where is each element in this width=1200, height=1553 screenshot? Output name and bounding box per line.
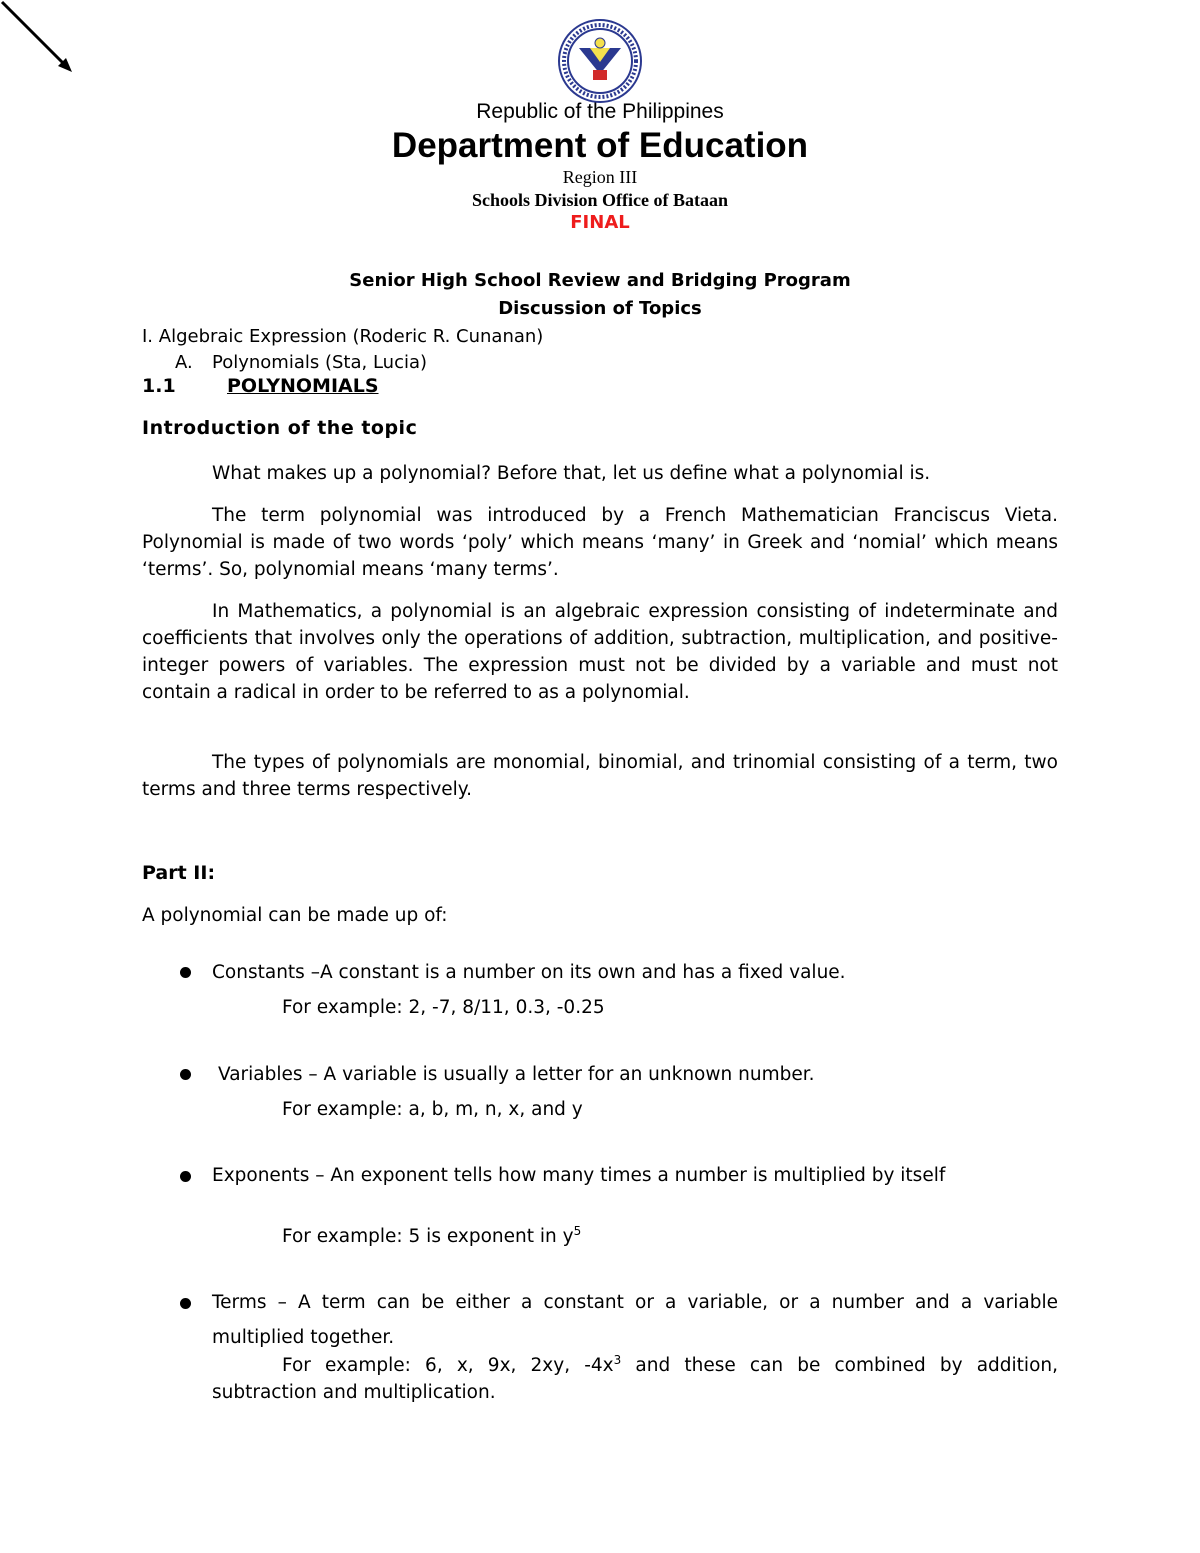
list-item-exponents: Exponents – An exponent tells how many times a number is multiplied by itself: [212, 1165, 946, 1186]
bullet-icon: [180, 967, 191, 978]
republic-line: Republic of the Philippines: [476, 100, 724, 123]
example-variables: For example: a, b, m, n, x, and y: [282, 1099, 583, 1120]
example-constants: For example: 2, -7, 8/11, 0.3, -0.25: [282, 997, 605, 1018]
example-tail: and these can be combined by addition, subtraction and multiplication.: [212, 1355, 1058, 1403]
bullet-icon: [180, 1298, 191, 1309]
division-line: Schools Division Office of Bataan: [471, 190, 728, 210]
example-terms: [212, 1352, 1058, 1406]
region-line: Region III: [562, 167, 638, 187]
deped-seal-icon: [557, 18, 643, 104]
bullet-icon: [180, 1069, 191, 1080]
part-heading: Part II:: [142, 862, 216, 884]
exponent-superscript: 3: [613, 1353, 622, 1367]
exponent-superscript: 5: [573, 1224, 582, 1238]
example-exponents: [282, 1226, 581, 1247]
outline-item-text: Polynomials (Sta, Lucia): [212, 352, 428, 373]
outline-item-algebraic-expression: I. Algebraic Expression (Roderic R. Cunanan): [142, 326, 544, 347]
list-item-terms: Terms – A term can be either a constant or a variable, or a number and a variable multiplied together.: [212, 1292, 1058, 1348]
example-text: For example: 6, x, 9x, 2xy, -4x: [282, 1355, 614, 1376]
arrow-cursor-icon: [0, 0, 80, 80]
intro-heading: Introduction of the topic: [142, 417, 418, 439]
section-title: POLYNOMIALS: [227, 375, 379, 397]
bullet-icon: [180, 1171, 191, 1182]
paragraph-2: The term polynomial was introduced by a French Mathematician Franciscus Vieta. Polynomial is made of two words ‘poly’ which means ‘many’ in Greek and ‘nomial’ which means ‘terms’. So, polynomial means ‘many terms’.: [142, 505, 1058, 580]
outline-item-number: A.: [175, 352, 193, 373]
paragraph-4: The types of polynomials are monomial, binomial, and trinomial consisting of a term, two terms and three terms respectively.: [142, 752, 1058, 800]
program-subtitle: Discussion of Topics: [498, 298, 702, 319]
list-item-constants: Constants –A constant is a number on its own and has a fixed value.: [212, 962, 846, 983]
section-number: 1.1: [142, 375, 176, 397]
example-text: For example: 5 is exponent in y: [282, 1226, 574, 1247]
part-lead: A polynomial can be made up of:: [142, 905, 448, 926]
paragraph-3: In Mathematics, a polynomial is an algebraic expression consisting of indeterminate and coefficients that involves only the operations of addition, subtraction, multiplication, and positive-integer powers of variables. The expression must not be divided by a variable and must not contain a radical in order to be referred to as a polynomial.: [142, 601, 1058, 703]
section-heading: [142, 375, 379, 397]
program-title: Senior High School Review and Bridging Program: [349, 270, 851, 291]
outline-item-polynomials: [175, 352, 427, 373]
department-title: Department of Education: [391, 126, 809, 165]
list-item-variables: Variables – A variable is usually a letter for an unknown number.: [218, 1064, 815, 1085]
paragraph-1: What makes up a polynomial? Before that, let us define what a polynomial is.: [212, 463, 931, 484]
status-label: FINAL: [570, 212, 630, 233]
